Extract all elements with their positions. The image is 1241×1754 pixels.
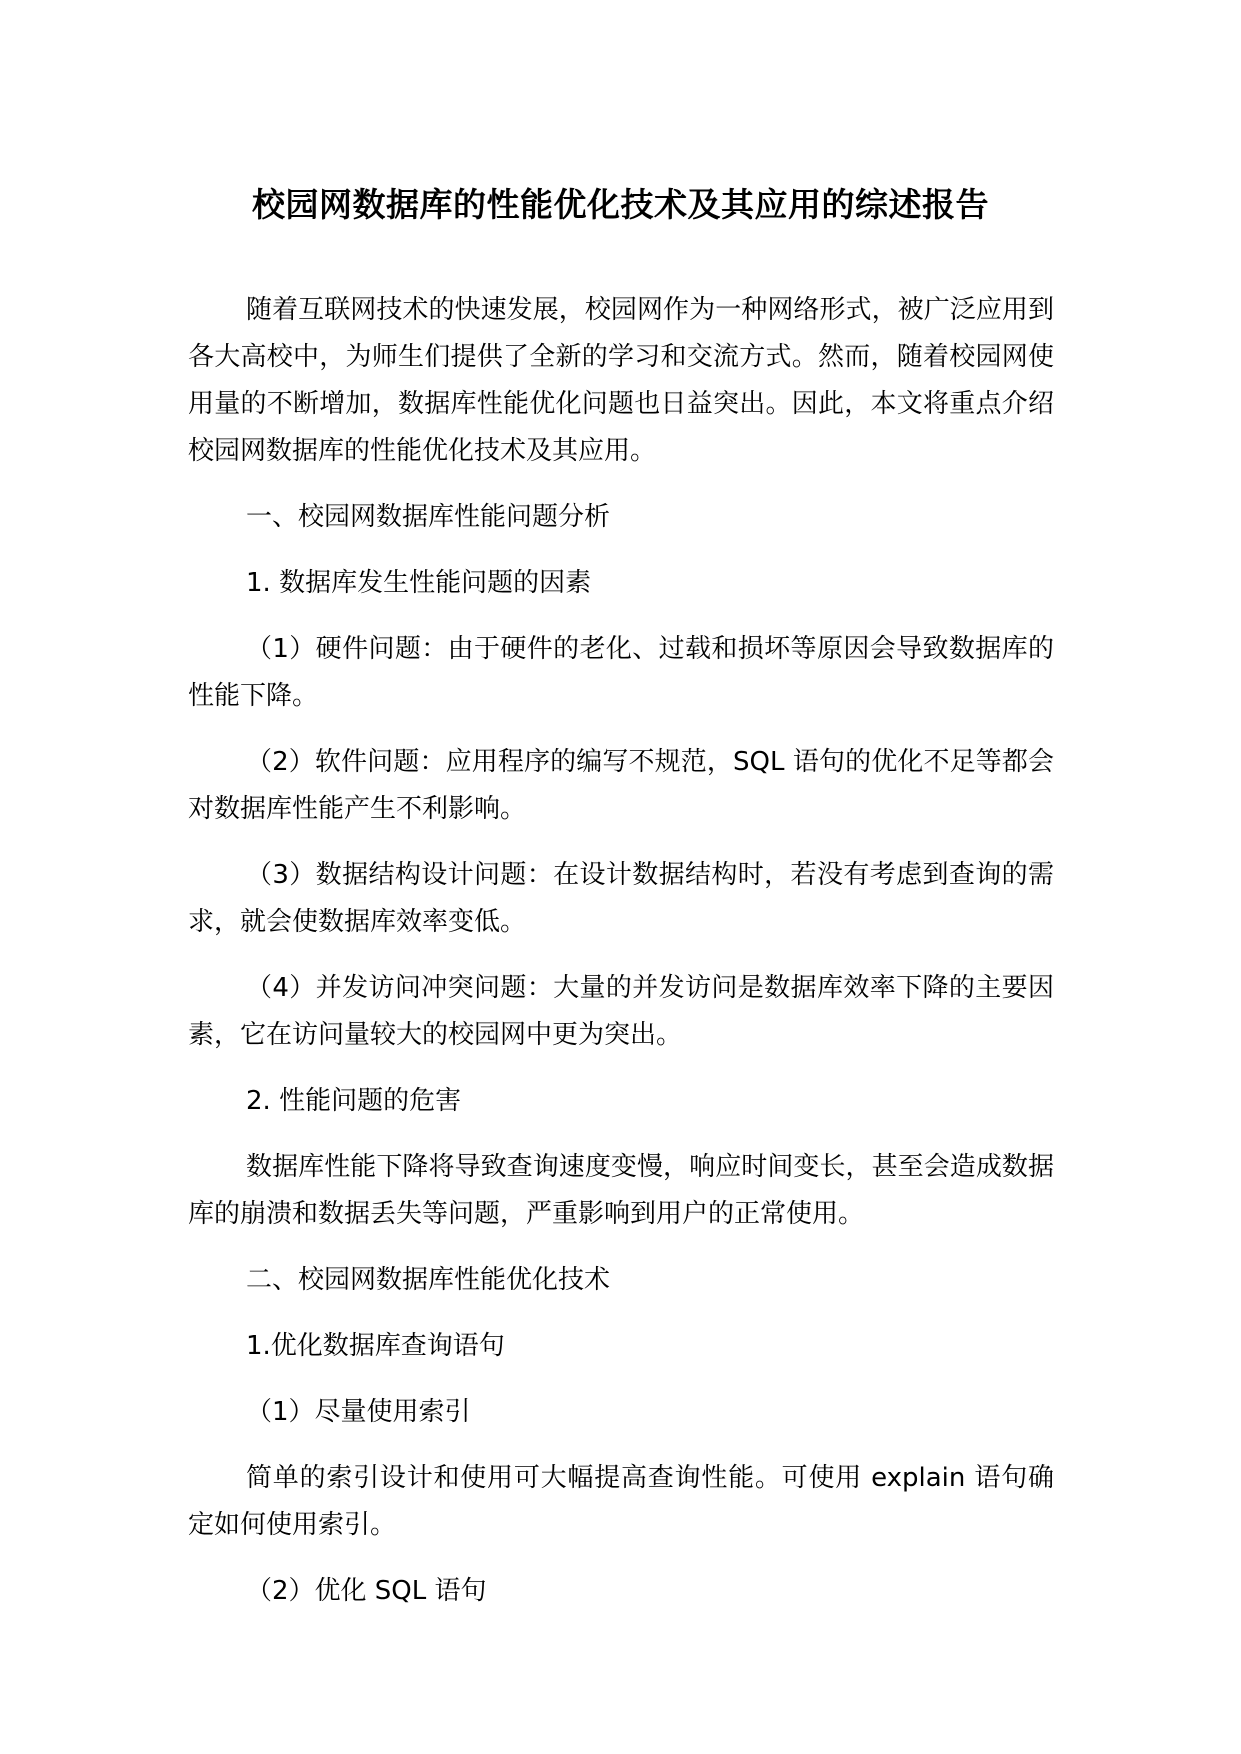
- subsection-heading-1-2: 2. 性能问题的危害: [246, 1086, 462, 1116]
- index-paragraph: 简单的索引设计和使用可大幅提高查询性能。可使用 explain 语句确定如何使用索引。: [188, 1463, 1054, 1540]
- subsection-heading-2-1: 1.优化数据库查询语句: [246, 1331, 505, 1361]
- factor-hardware-paragraph: （1）硬件问题：由于硬件的老化、过载和损坏等原因会导致数据库的性能下降。: [188, 634, 1054, 711]
- document-body: [188, 287, 1054, 1634]
- intro-paragraph: 随着互联网技术的快速发展，校园网作为一种网络形式，被广泛应用到各大高校中，为师生们提供了全新的学习和交流方式。然而，随着校园网使用量的不断增加，数据库性能优化问题也日益突出。因此，本文将重点介绍校园网数据库的性能优化技术及其应用。: [188, 295, 1054, 466]
- factor-concurrency-paragraph: （4）并发访问冲突问题：大量的并发访问是数据库效率下降的主要因素，它在访问量较大的校园网中更为突出。: [188, 973, 1054, 1050]
- factor-software-paragraph: （2）软件问题：应用程序的编写不规范，SQL 语句的优化不足等都会对数据库性能产生不利影响。: [188, 747, 1054, 824]
- harm-paragraph: 数据库性能下降将导致查询速度变慢，响应时间变长，甚至会造成数据库的崩溃和数据丢失等问题，严重影响到用户的正常使用。: [188, 1152, 1054, 1229]
- item-optimize-sql-heading: （2）优化 SQL 语句: [246, 1576, 487, 1606]
- factor-data-structure-paragraph: （3）数据结构设计问题：在设计数据结构时，若没有考虑到查询的需求，就会使数据库效率变低。: [188, 860, 1054, 937]
- section-heading-2: 二、校园网数据库性能优化技术: [246, 1265, 611, 1295]
- section-heading-1: 一、校园网数据库性能问题分析: [246, 502, 611, 532]
- subsection-heading-1-1: 1. 数据库发生性能问题的因素: [246, 568, 592, 598]
- item-use-index-heading: （1）尽量使用索引: [246, 1397, 471, 1427]
- document-title: 校园网数据库的性能优化技术及其应用的综述报告: [252, 185, 989, 224]
